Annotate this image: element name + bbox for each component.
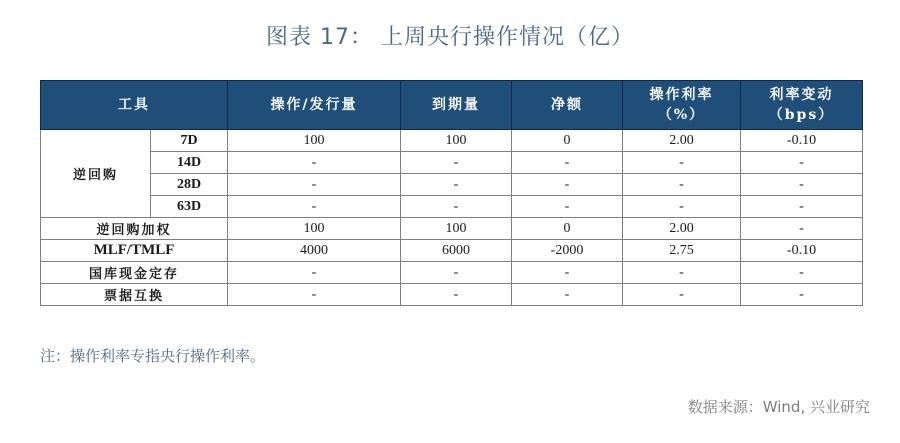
row-label: 国库现金定存 [41, 262, 228, 284]
chart-title: 图表 17： 上周央行操作情况（亿） [266, 25, 634, 50]
term-cell: 14D [151, 152, 228, 174]
net-cell: 0 [512, 218, 623, 240]
net-cell: - [512, 196, 623, 218]
issue-cell: 100 [228, 218, 401, 240]
change-cell: - [741, 196, 863, 218]
table-row [41, 218, 863, 240]
maturity-cell: - [401, 174, 512, 196]
table-row [41, 240, 863, 262]
change-cell: -0.10 [741, 240, 863, 262]
maturity-cell: - [401, 196, 512, 218]
change-cell: - [741, 262, 863, 284]
issue-cell: - [228, 284, 401, 306]
maturity-cell: - [401, 152, 512, 174]
header-row [41, 81, 863, 130]
row-label: 逆回购加权 [41, 218, 228, 240]
change-cell: - [741, 218, 863, 240]
table-row [41, 196, 863, 218]
header-issue: 操作/发行量 [228, 81, 401, 130]
term-cell: 63D [151, 196, 228, 218]
rate-cell: - [623, 284, 741, 306]
header-tool: 工具 [41, 81, 228, 130]
maturity-cell: - [401, 284, 512, 306]
issue-cell: - [228, 262, 401, 284]
rate-cell: - [623, 152, 741, 174]
maturity-cell: 100 [401, 130, 512, 152]
rate-cell: - [623, 262, 741, 284]
row-label: 票据互换 [41, 284, 228, 306]
issue-cell: - [228, 196, 401, 218]
change-cell: - [741, 174, 863, 196]
header-maturity: 到期量 [401, 81, 512, 130]
issue-cell: 100 [228, 130, 401, 152]
maturity-cell: 6000 [401, 240, 512, 262]
table-row [41, 262, 863, 284]
rate-cell: - [623, 174, 741, 196]
change-cell: -0.10 [741, 130, 863, 152]
rate-cell: 2.75 [623, 240, 741, 262]
reverse-repo-label: 逆回购 [41, 130, 151, 218]
header-change: 利率变动 （bps） [741, 81, 863, 130]
change-cell: - [741, 152, 863, 174]
table-row [41, 152, 863, 174]
rate-cell: - [623, 196, 741, 218]
header-net: 净额 [512, 81, 623, 130]
maturity-cell: - [401, 262, 512, 284]
issue-cell: 4000 [228, 240, 401, 262]
table-row [41, 174, 863, 196]
issue-cell: - [228, 174, 401, 196]
rate-cell: 2.00 [623, 218, 741, 240]
header-rate: 操作利率 （%） [623, 81, 741, 130]
table-row [41, 130, 863, 152]
issue-cell: - [228, 152, 401, 174]
net-cell: -2000 [512, 240, 623, 262]
operations-table [40, 80, 863, 306]
term-cell: 7D [151, 130, 228, 152]
net-cell: - [512, 262, 623, 284]
maturity-cell: 100 [401, 218, 512, 240]
net-cell: 0 [512, 130, 623, 152]
rate-cell: 2.00 [623, 130, 741, 152]
footnote: 注：操作利率专指央行操作利率。 [40, 347, 266, 365]
net-cell: - [512, 284, 623, 306]
net-cell: - [512, 174, 623, 196]
change-cell: - [741, 284, 863, 306]
term-cell: 28D [151, 174, 228, 196]
data-source: 数据来源：Wind, 兴业研究 [687, 398, 870, 416]
table-row [41, 284, 863, 306]
net-cell: - [512, 152, 623, 174]
row-label: MLF/TMLF [41, 240, 228, 262]
